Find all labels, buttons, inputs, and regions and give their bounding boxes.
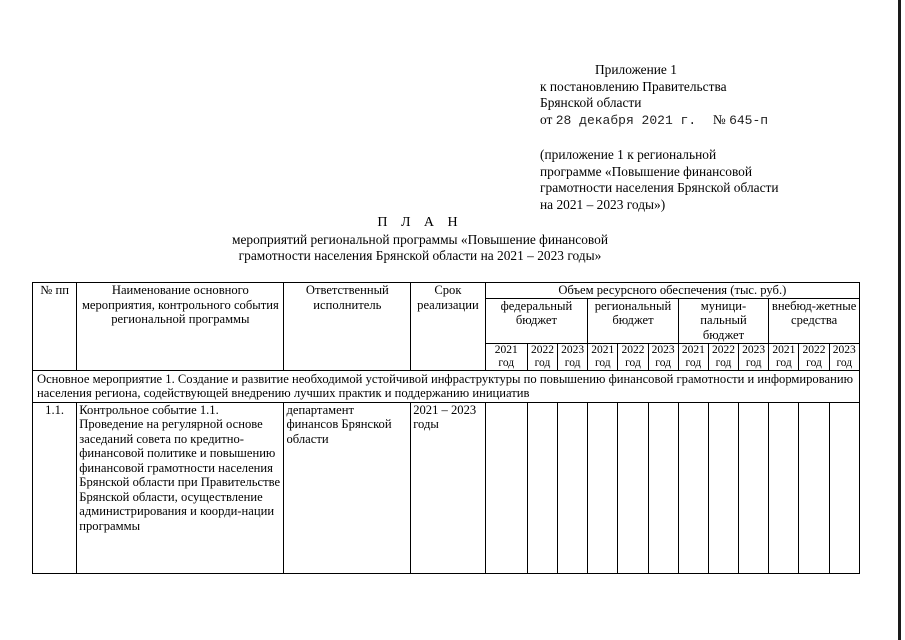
appendix-line-3: Брянской области: [540, 95, 642, 110]
row-executor: департамент финансов Брянской области: [284, 402, 411, 573]
plan-title-line-2: грамотности населения Брянской области на 2021 – 2023 годы»: [238, 248, 602, 263]
appendix-note-2: программе «Повышение финансовой: [540, 163, 753, 179]
value-cell: [769, 402, 799, 573]
value-cell: [618, 402, 648, 573]
header-term: Срок реализации: [411, 283, 485, 371]
header-municipal: муници-пальный бюджет: [678, 298, 769, 343]
row-num: 1.1.: [33, 402, 77, 573]
year-cell: 2022 год: [618, 343, 648, 370]
year-cell: 2022 год: [527, 343, 557, 370]
section-title: Основное мероприятие 1. Создание и развитие необходимой устойчивой инфраструктуры по повышению финансовой грамотности и информированию населения региона, содействующей внедрению лучших практик и поддержанию инициатив: [33, 370, 860, 402]
plan-table: [32, 282, 860, 574]
appendix-note-1: (приложение 1 к региональной: [540, 147, 717, 162]
year-cell: 2023 год: [558, 343, 588, 370]
section-row: [33, 370, 860, 402]
appendix-block: [540, 62, 870, 213]
appendix-line-1: Приложение 1: [595, 62, 677, 77]
header-extrabudget: внебюд-жетные средства: [769, 298, 860, 343]
handwritten-date: 28 декабря 2021 г.: [555, 112, 697, 128]
table-row: [33, 402, 860, 573]
document-number: 645-п: [729, 112, 769, 128]
year-cell: 2023 год: [648, 343, 678, 370]
year-cell: 2022 год: [799, 343, 829, 370]
plan-title-line-1: мероприятий региональной программы «Повышение финансовой: [232, 231, 608, 247]
year-cell: 2023 год: [829, 343, 859, 370]
number-symbol: №: [712, 111, 726, 127]
header-resources: Объем ресурсного обеспечения (тыс. руб.): [485, 283, 859, 299]
header-federal: федеральный бюджет: [485, 298, 588, 343]
value-cell: [527, 402, 557, 573]
plan-title: [140, 215, 700, 265]
year-cell: 2022 год: [708, 343, 738, 370]
date-prefix: от: [540, 111, 553, 127]
year-cell: 2023 год: [739, 343, 769, 370]
row-term: 2021 – 2023 годы: [411, 402, 485, 573]
value-cell: [739, 402, 769, 573]
year-cell: 2021 год: [678, 343, 708, 370]
plan-heading: П Л А Н: [377, 215, 463, 230]
row-name: Контрольное событие 1.1. Проведение на регулярной основе заседаний совета по кредитно-финансовой политике и повышению финансовой грамотности населения Брянской области при Правительстве Брянской области, осуществление администрирования и коорди-нации программы: [77, 402, 284, 573]
appendix-line-2: к постановлению Правительства: [540, 78, 727, 94]
value-cell: [485, 402, 527, 573]
value-cell: [799, 402, 829, 573]
value-cell: [558, 402, 588, 573]
value-cell: [829, 402, 859, 573]
appendix-note-4: на 2021 – 2023 годы»): [540, 196, 666, 212]
year-cell: 2021 год: [485, 343, 527, 370]
year-cell: 2021 год: [588, 343, 618, 370]
page-edge-line: [898, 0, 901, 640]
header-executor: Ответственный исполнитель: [284, 283, 411, 371]
value-cell: [708, 402, 738, 573]
appendix-date-line: [540, 112, 870, 130]
value-cell: [678, 402, 708, 573]
appendix-note-3: грамотности населения Брянской области: [540, 180, 779, 195]
year-cell: 2021 год: [769, 343, 799, 370]
value-cell: [648, 402, 678, 573]
value-cell: [588, 402, 618, 573]
header-name: Наименование основного мероприятия, контрольного события региональной программы: [77, 283, 284, 371]
header-num: № пп: [33, 283, 77, 371]
header-regional: региональный бюджет: [588, 298, 679, 343]
header-row-1: [33, 283, 860, 299]
